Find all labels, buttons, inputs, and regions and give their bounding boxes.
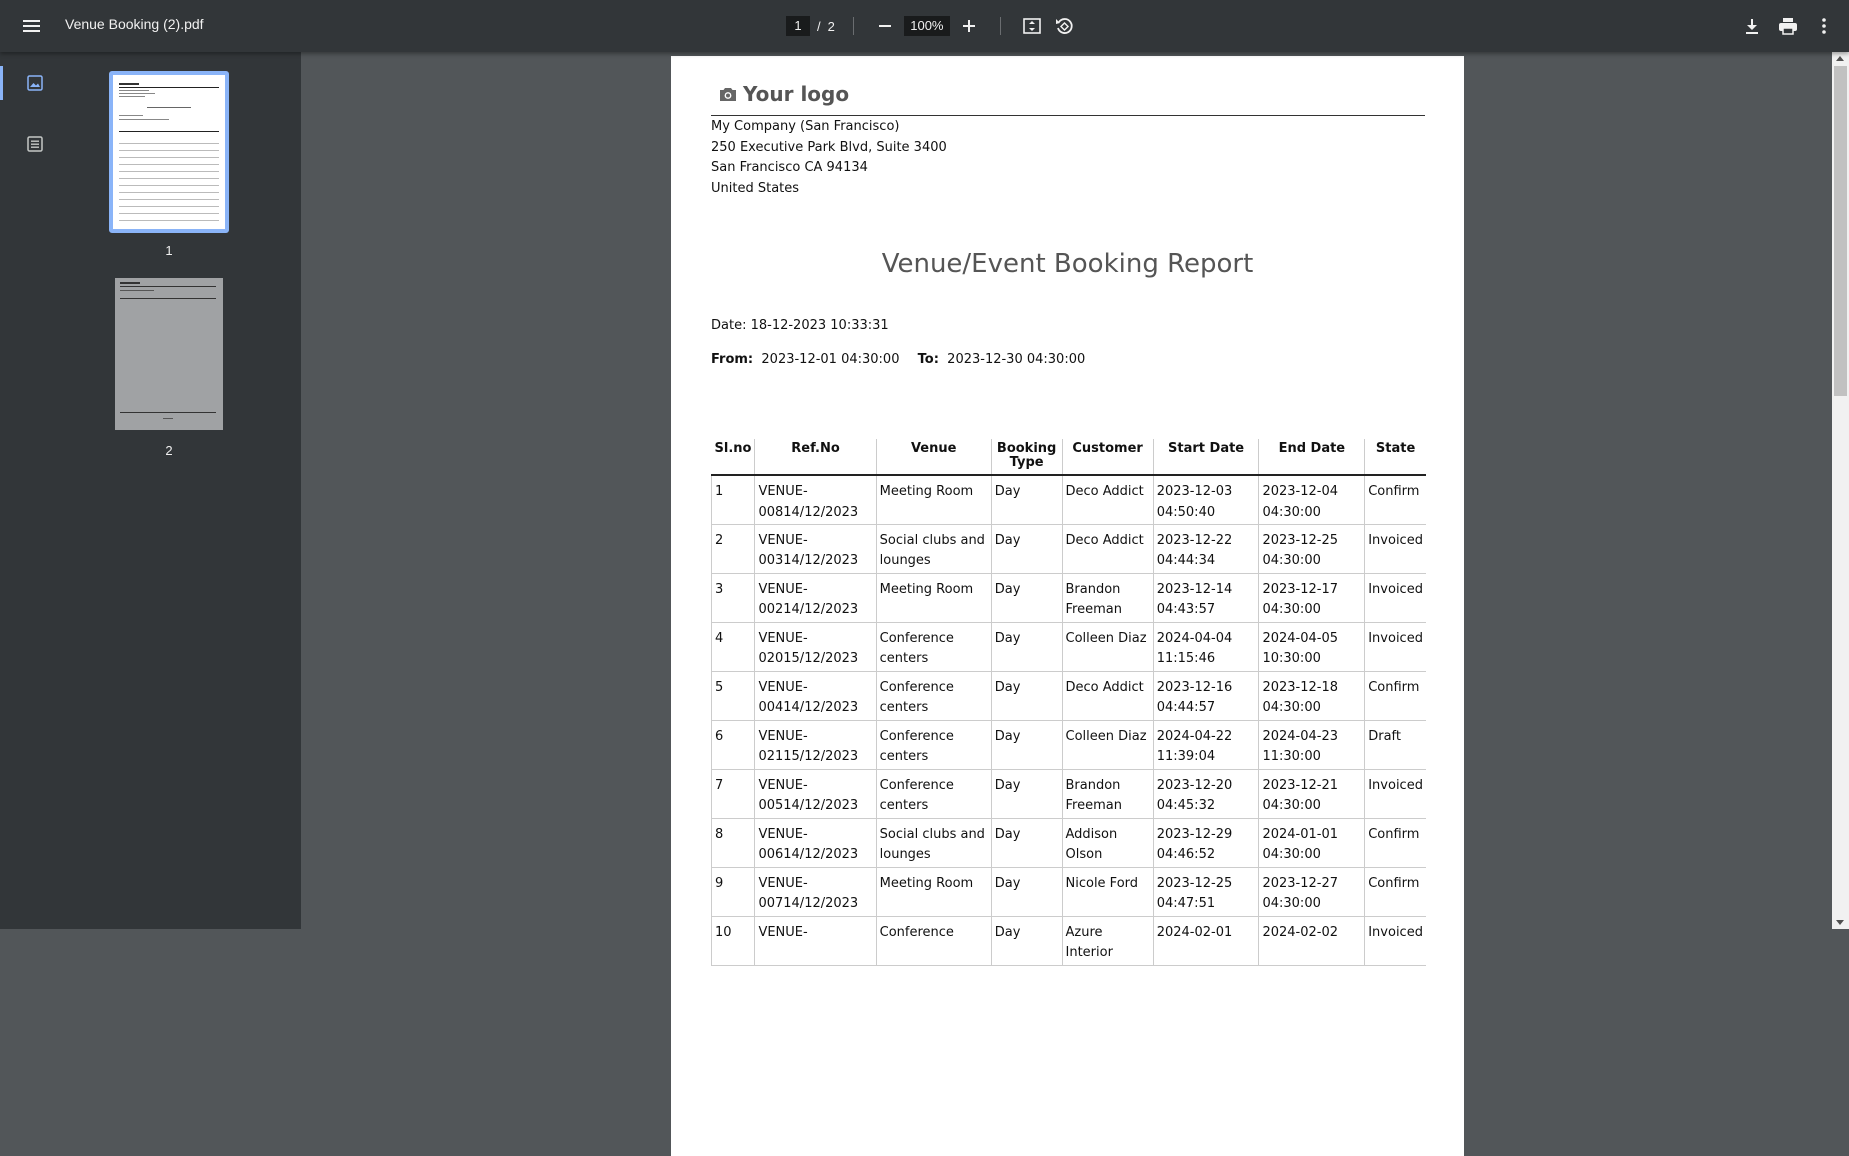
- cell-state: Draft: [1365, 720, 1426, 769]
- report-title: Venue/Event Booking Report: [881, 249, 1254, 279]
- cell-type: Day: [991, 671, 1062, 720]
- cell-venue: Conference centers: [876, 671, 991, 720]
- company-address-line1: 250 Executive Park Blvd, Suite 3400: [711, 139, 947, 155]
- table-body: [712, 475, 1427, 965]
- from-label: From:: [711, 352, 754, 367]
- cell-sl: 5: [712, 671, 755, 720]
- table-row: [712, 524, 1427, 573]
- cell-end: 2023-12-25 04:30:00: [1259, 524, 1365, 573]
- cell-customer: Nicole Ford: [1062, 867, 1153, 916]
- thumbnails-tab[interactable]: [22, 70, 48, 96]
- date-value: 18-12-2023 10:33:31: [750, 318, 889, 333]
- cell-customer: Brandon Freeman: [1062, 769, 1153, 818]
- cell-ref: VENUE-: [755, 916, 876, 965]
- cell-state: Invoiced: [1365, 622, 1426, 671]
- scroll-up-arrow[interactable]: [1836, 56, 1844, 61]
- zoom-out-button[interactable]: [872, 13, 898, 39]
- cell-start: 2023-12-25 04:47:51: [1153, 867, 1259, 916]
- table-row: [712, 916, 1427, 965]
- cell-start: 2023-12-29 04:46:52: [1153, 818, 1259, 867]
- cell-start: 2024-04-04 11:15:46: [1153, 622, 1259, 671]
- cell-end: 2023-12-04 04:30:00: [1259, 475, 1365, 524]
- cell-customer: Addison Olson: [1062, 818, 1153, 867]
- divider: [853, 17, 854, 35]
- table-row: [712, 475, 1427, 524]
- cell-end: 2023-12-27 04:30:00: [1259, 867, 1365, 916]
- cell-start: 2024-02-01: [1153, 916, 1259, 965]
- column-header: Booking Type: [991, 439, 1062, 475]
- header-rule: [711, 115, 1425, 116]
- zoom-input[interactable]: 100%: [904, 16, 950, 36]
- cell-type: Day: [991, 769, 1062, 818]
- pdf-toolbar: [0, 0, 1849, 52]
- print-button[interactable]: [1775, 13, 1801, 39]
- cell-end: 2024-04-05 10:30:00: [1259, 622, 1365, 671]
- scrollbar[interactable]: [1832, 52, 1849, 929]
- cell-end: 2023-12-21 04:30:00: [1259, 769, 1365, 818]
- column-header: Ref.No: [755, 439, 876, 475]
- cell-start: 2023-12-16 04:44:57: [1153, 671, 1259, 720]
- download-button[interactable]: [1739, 13, 1765, 39]
- cell-type: Day: [991, 475, 1062, 524]
- cell-end: 2024-02-02: [1259, 916, 1365, 965]
- cell-sl: 6: [712, 720, 755, 769]
- cell-type: Day: [991, 524, 1062, 573]
- cell-sl: 4: [712, 622, 755, 671]
- cell-type: Day: [991, 622, 1062, 671]
- rotate-icon: [1054, 16, 1074, 36]
- cell-sl: 8: [712, 818, 755, 867]
- cell-customer: Colleen Diaz: [1062, 622, 1153, 671]
- table-row: [712, 867, 1427, 916]
- document-title: Venue Booking (2).pdf: [65, 16, 204, 32]
- column-header: End Date: [1259, 439, 1365, 475]
- divider: [1000, 17, 1001, 35]
- cell-type: Day: [991, 818, 1062, 867]
- document-viewer[interactable]: [301, 52, 1832, 960]
- thumbnail-sidebar: [0, 52, 301, 929]
- cell-sl: 10: [712, 916, 755, 965]
- page-thumbnail-2[interactable]: [115, 278, 223, 430]
- page-controls: [786, 13, 1077, 39]
- from-value: 2023-12-01 04:30:00: [761, 352, 900, 367]
- cell-sl: 7: [712, 769, 755, 818]
- cell-state: Confirm: [1365, 867, 1426, 916]
- report-date: [711, 318, 889, 333]
- table-row: [712, 769, 1427, 818]
- cell-customer: Brandon Freeman: [1062, 573, 1153, 622]
- cell-ref: VENUE-00314/12/2023: [755, 524, 876, 573]
- cell-customer: Deco Addict: [1062, 671, 1153, 720]
- cell-type: Day: [991, 720, 1062, 769]
- logo-text: Your logo: [743, 82, 850, 106]
- to-label: To:: [917, 352, 939, 367]
- table-row: [712, 818, 1427, 867]
- image-icon: [27, 75, 43, 91]
- cell-venue: Conference: [876, 916, 991, 965]
- table-header-row: [712, 439, 1427, 475]
- cell-type: Day: [991, 867, 1062, 916]
- cell-ref: VENUE-02115/12/2023: [755, 720, 876, 769]
- download-icon: [1743, 17, 1761, 35]
- cell-venue: Meeting Room: [876, 573, 991, 622]
- cell-end: 2024-04-23 11:30:00: [1259, 720, 1365, 769]
- column-header: State: [1365, 439, 1426, 475]
- cell-end: 2023-12-17 04:30:00: [1259, 573, 1365, 622]
- cell-ref: VENUE-00214/12/2023: [755, 573, 876, 622]
- cell-sl: 3: [712, 573, 755, 622]
- list-icon: [27, 136, 43, 152]
- cell-ref: VENUE-00414/12/2023: [755, 671, 876, 720]
- table-row: [712, 573, 1427, 622]
- cell-start: 2023-12-22 04:44:34: [1153, 524, 1259, 573]
- cell-sl: 2: [712, 524, 755, 573]
- minus-icon: [878, 19, 892, 33]
- cell-sl: 1: [712, 475, 755, 524]
- page-number-input[interactable]: 1: [786, 16, 810, 36]
- cell-ref: VENUE-00814/12/2023: [755, 475, 876, 524]
- report-range: [711, 352, 1085, 367]
- company-logo: [719, 82, 849, 106]
- outline-tab[interactable]: [22, 131, 48, 157]
- more-options-button[interactable]: [1811, 13, 1837, 39]
- company-address-line2: San Francisco CA 94134: [711, 160, 868, 175]
- cell-ref: VENUE-00714/12/2023: [755, 867, 876, 916]
- cell-venue: Meeting Room: [876, 867, 991, 916]
- cell-ref: VENUE-02015/12/2023: [755, 622, 876, 671]
- scrollbar-thumb[interactable]: [1834, 66, 1847, 396]
- column-header: Sl.no: [712, 439, 755, 475]
- column-header: Venue: [876, 439, 991, 475]
- company-address: [711, 117, 947, 199]
- pdf-page: [671, 56, 1464, 1156]
- menu-icon[interactable]: [20, 14, 44, 38]
- cell-venue: Meeting Room: [876, 475, 991, 524]
- cell-start: 2023-12-20 04:45:32: [1153, 769, 1259, 818]
- toolbar-actions: [1739, 13, 1837, 39]
- cell-customer: Azure Interior: [1062, 916, 1153, 965]
- booking-table: [711, 439, 1426, 966]
- cell-start: 2024-04-22 11:39:04: [1153, 720, 1259, 769]
- cell-state: Invoiced: [1365, 916, 1426, 965]
- cell-state: Invoiced: [1365, 524, 1426, 573]
- cell-customer: Colleen Diaz: [1062, 720, 1153, 769]
- company-country: United States: [711, 180, 800, 196]
- cell-venue: Conference centers: [876, 622, 991, 671]
- page-thumbnail-1[interactable]: [109, 71, 229, 233]
- cell-customer: Deco Addict: [1062, 475, 1153, 524]
- company-name: My Company (San Francisco): [711, 119, 900, 134]
- column-header: Start Date: [1153, 439, 1259, 475]
- cell-sl: 9: [712, 867, 755, 916]
- table-row: [712, 622, 1427, 671]
- fit-to-page-icon: [1022, 16, 1042, 36]
- cell-venue: Conference centers: [876, 720, 991, 769]
- page-separator: /: [817, 18, 821, 34]
- sidebar-tabs: [0, 52, 70, 929]
- cell-end: 2023-12-18 04:30:00: [1259, 671, 1365, 720]
- cell-type: Day: [991, 573, 1062, 622]
- plus-icon: [962, 19, 976, 33]
- thumbnail-label-1: 1: [165, 243, 173, 258]
- cell-venue: Social clubs and lounges: [876, 524, 991, 573]
- total-pages: 2: [827, 18, 835, 34]
- table-row: [712, 720, 1427, 769]
- cell-customer: Deco Addict: [1062, 524, 1153, 573]
- zoom-in-button[interactable]: [956, 13, 982, 39]
- cell-start: 2023-12-14 04:43:57: [1153, 573, 1259, 622]
- thumbnail-label-2: 2: [165, 443, 173, 458]
- scroll-down-arrow[interactable]: [1836, 920, 1844, 925]
- camera-icon: [719, 86, 737, 102]
- cell-ref: VENUE-00614/12/2023: [755, 818, 876, 867]
- cell-venue: Conference centers: [876, 769, 991, 818]
- print-icon: [1778, 17, 1798, 35]
- cell-state: Confirm: [1365, 818, 1426, 867]
- cell-ref: VENUE-00514/12/2023: [755, 769, 876, 818]
- rotate-button[interactable]: [1051, 13, 1077, 39]
- column-header: Customer: [1062, 439, 1153, 475]
- cell-type: Day: [991, 916, 1062, 965]
- cell-end: 2024-01-01 04:30:00: [1259, 818, 1365, 867]
- cell-state: Confirm: [1365, 671, 1426, 720]
- fit-page-button[interactable]: [1019, 13, 1045, 39]
- cell-start: 2023-12-03 04:50:40: [1153, 475, 1259, 524]
- more-vert-icon: [1821, 17, 1827, 35]
- cell-state: Invoiced: [1365, 769, 1426, 818]
- active-tab-indicator: [0, 66, 3, 100]
- date-label: Date:: [711, 318, 747, 333]
- cell-venue: Social clubs and lounges: [876, 818, 991, 867]
- cell-state: Confirm: [1365, 475, 1426, 524]
- to-value: 2023-12-30 04:30:00: [947, 352, 1086, 367]
- cell-state: Invoiced: [1365, 573, 1426, 622]
- table-row: [712, 671, 1427, 720]
